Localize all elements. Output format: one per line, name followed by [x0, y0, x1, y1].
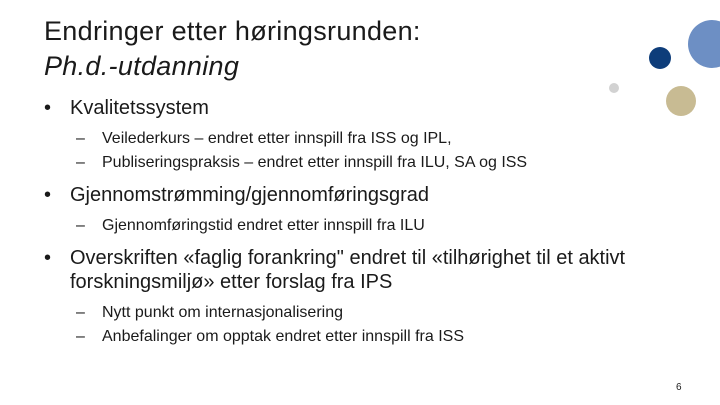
bullet-item	[44, 246, 694, 294]
sub-bullet-item	[44, 152, 694, 173]
bullet-text: Gjennomstrømming/gjennomføringsgrad	[70, 184, 430, 206]
bullet-group-2	[44, 183, 694, 236]
page-number: 6	[676, 382, 682, 393]
dash-icon: –	[76, 154, 85, 171]
sub-bullet-item	[44, 128, 694, 149]
sub-bullet-item	[44, 326, 694, 347]
bullet-item	[44, 183, 694, 207]
dash-icon: –	[76, 130, 85, 147]
dark-blue-circle	[649, 47, 671, 69]
sub-bullet-text: Anbefalinger om opptak endret etter innspill fra ISS	[102, 328, 464, 345]
dash-icon: –	[76, 217, 85, 234]
dash-icon: –	[76, 328, 85, 345]
sub-bullet-text: Veilederkurs – endret etter innspill fra ISS og IPL,	[102, 130, 452, 147]
bullet-text: Kvalitetssystem	[70, 97, 209, 119]
sub-bullet-item	[44, 215, 694, 236]
bullet-icon: •	[44, 184, 52, 206]
blue-circle	[688, 20, 720, 68]
sub-bullet-text: Nytt punkt om internasjonalisering	[102, 304, 344, 321]
dash-icon: –	[76, 304, 85, 321]
slide-body	[44, 96, 694, 357]
slide-title	[44, 14, 604, 84]
sub-bullet-text: Publiseringspraksis – endret etter innspill fra ILU, SA og ISS	[102, 154, 528, 171]
sub-bullet-item	[44, 302, 694, 323]
bullet-icon: •	[44, 97, 52, 119]
bullet-group-1	[44, 96, 694, 173]
bullet-text: Overskriften «faglig forankring" endret til «tilhørighet til et aktivt forskningsmiljø» etter forslag fra IPS	[70, 247, 626, 293]
title-line-2: Ph.d.-utdanning	[44, 51, 240, 81]
bullet-item	[44, 96, 694, 120]
bullet-group-3	[44, 246, 694, 347]
small-gray-circle	[609, 83, 619, 93]
title-line-1: Endringer etter høringsrunden:	[44, 16, 421, 46]
bullet-icon: •	[44, 247, 52, 269]
sub-bullet-text: Gjennomføringstid endret etter innspill fra ILU	[102, 217, 425, 234]
